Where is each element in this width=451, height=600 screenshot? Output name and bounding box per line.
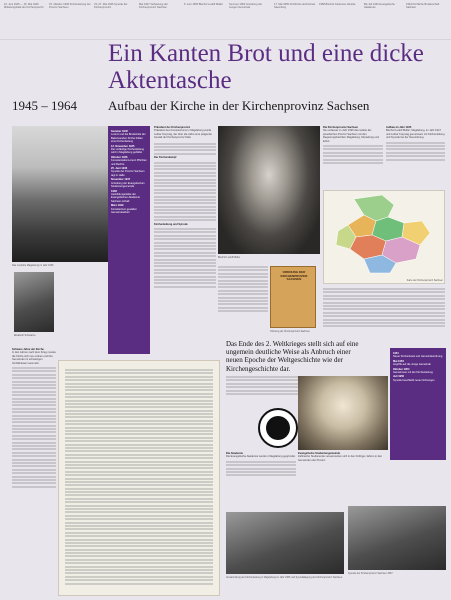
- map-graphic: [324, 191, 445, 277]
- timeline-strip: [0, 0, 451, 40]
- church-province-map: [323, 190, 445, 284]
- timeline-item: Mai 1947 Verfassung der Kirchenprovinz Sachsen: [139, 3, 168, 10]
- chronology-date: März 1949: [111, 204, 124, 208]
- timeline-item: 10. Juni 1945 — 15. Mai 1946 Mitteilungsblatt der Kirchenprovinz: [4, 3, 44, 10]
- synod-photo: [348, 506, 446, 570]
- synod-caption: Synode der Kirchenprovinz Sachsen 1957: [348, 572, 393, 575]
- paragraph: In den Jahren nach dem Krieg musste die Kirche sich neu ordnen und ihre Gemeinden in schwierigen Verhältnissen sammeln.: [12, 351, 56, 365]
- map-followup-text: [323, 288, 445, 329]
- paragraph: Sie umfasste im Jahr 1945 das Gebiet der preußischen Provinz Sachsen mit den Regierungsbezirken Magdeburg, Merseburg und Erfurt.: [323, 129, 379, 143]
- typewritten-document: [58, 360, 220, 596]
- chronology-panel-bottom: [390, 348, 446, 460]
- booklet-caption: Ordnung der Kirchenprovinz Sachsen: [270, 330, 310, 333]
- timeline-item: Sommer 1952 Gründung der Jungen Gemeinde: [229, 3, 263, 10]
- chronology-date: 1951: [393, 352, 399, 355]
- woman-caption: Elisabeth Schwartze: [14, 334, 36, 337]
- chronology-date: Mai 1953: [393, 359, 404, 363]
- far-right-text-column: [386, 126, 445, 162]
- meeting-caption: Versammlung der Kirchenleitung in Magdeburg im Jahr 1955 und Synodaltagung der Kirchenprovinz Sachsen.: [226, 576, 343, 579]
- chronology-text: Konsistorialrat Lorenz Pflichten und Rechte: [111, 159, 147, 166]
- paragraph: Präsident des Konsistoriums in Magdeburg wurde Lothar Kreyssig, der über die Jahre eine prägende Gestalt der Kirchenprovinz blieb.: [154, 129, 212, 140]
- page-subtitle: Aufbau der Kirche in der Kirchenprovinz Sachsen: [108, 98, 370, 113]
- chronology-text: Lorenz und die Bruderräte der Bekennenden Kirche bilden eine Kirchenleitung: [111, 133, 146, 144]
- chronology-date: Oktober 1954: [393, 367, 410, 371]
- section-heading: Aufbau im Jahr 1945: [386, 126, 412, 129]
- gathering-text: [298, 452, 388, 462]
- section-heading: Die Kirchenprovinz Sachsen: [323, 126, 359, 129]
- chronology-text: Die vorläufige Kirchenleitung wird in Magdeburg gebildet: [111, 148, 145, 155]
- seal-emblem: [258, 408, 298, 448]
- paragraph: Bischof Ludolf Müller, Magdeburg, im Jahr 1947 und Lothar Kreyssig gemeinsam mit Kirchenleitung und Synode bei der Neuordnung.: [386, 129, 445, 140]
- section-heading: Schwere Jahre der Kirche: [12, 348, 44, 351]
- chronology-panel: [108, 126, 150, 354]
- ruins-photo: [12, 126, 108, 262]
- chronology-date: November 1947: [111, 178, 131, 182]
- bottom-left-text: [12, 348, 56, 489]
- paragraph: Zahlreiche Studierende versammelten sich in den fünfziger Jahren in den Gemeinden der Provinz.: [298, 455, 383, 462]
- right-text-column: [323, 126, 383, 165]
- section-heading: Evangelische Studentengemeinde: [298, 452, 341, 455]
- man-portrait-photo: [218, 126, 320, 254]
- timeline-item: 1964 Kirchliche Bruderschaft Sachsen: [406, 3, 440, 10]
- chronology-date: 25. Juni 1946: [111, 167, 128, 171]
- booklet-title: ORDNUNG DER KIRCHENPROVINZ SACHSEN: [280, 270, 308, 282]
- chronology-text: Ausbildungsstätte der Evangelischen Akademie Sachsen-Anhalt: [111, 192, 140, 203]
- chronology-text: Gemeinsam mit der Kirchenleitung: [393, 371, 433, 375]
- chronology-text: Gründung der Evangelischen Studentengemeinde: [111, 181, 145, 189]
- chronology-text: Neuer Kirchenkreis und Gemeindeordnung: [393, 355, 443, 359]
- section-subheading: Kirchenleitung und Synode: [154, 222, 188, 226]
- timeline-item: 15. Oktober 1945 Kirchenleitung der Provinz Sachsen: [49, 3, 91, 10]
- center-text-column: [154, 126, 216, 289]
- timeline-item: 5. Juni 1950 Bischof Ludolf Müller: [184, 3, 223, 6]
- chronology-date: Juli 1956: [393, 375, 404, 379]
- pull-quote: Das Ende des 2. Weltkrieges stellt sich auf eine ungemein deutliche Weise als Anbruch einer neuen Epoche der Weltgeschichte wie der Kirchengeschichte dar.: [226, 340, 359, 373]
- man-caption: Bischof Ludolf Müller: [218, 256, 241, 259]
- portrait-text: [218, 266, 268, 313]
- chronology-text: Synode der Provinz Sachsen tagt in Halle: [111, 170, 145, 177]
- period-years: 1945 – 1964: [12, 98, 77, 113]
- ruins-caption: Das zerstörte Magdeburg im Jahr 1945: [12, 264, 54, 267]
- chronology-text: Konsistorium gestaltet Gemeindearbeit: [111, 207, 137, 214]
- timeline-item: 1958 Bischof Johannes Jänicke: [319, 3, 356, 6]
- seal-text: [226, 452, 296, 478]
- page-title: Ein Kanten Brot und eine dicke Aktentasche: [108, 40, 424, 94]
- section-subheading: Der Kirchenkampf: [154, 156, 177, 160]
- paragraph: Die Evangelische Akademie wurde in Magdeburg gegründet.: [226, 455, 296, 459]
- chronology-date: 12. November 1945: [111, 144, 135, 148]
- chronology-date: Sommer 1945: [111, 130, 128, 133]
- woman-portrait-photo: [14, 272, 54, 332]
- timeline-item: 23.-27. Mai 1946 Synode der Kirchenprovinz: [94, 3, 128, 10]
- group-photo: [298, 376, 388, 450]
- chronology-date: 1948: [111, 189, 117, 193]
- timeline-item: Bis Juli 1961 Evangelische Akademie: [364, 3, 395, 10]
- chronology-text: Angriffe auf die Junge Gemeinde: [393, 363, 431, 367]
- booklet-photo: [270, 266, 316, 328]
- chronology-text: Synode beschließt neue Ordnungen: [393, 378, 435, 382]
- map-caption: Karte der Kirchenprovinz Sachsen: [406, 279, 443, 282]
- section-heading: Präsident der Kirchenprovinz: [154, 126, 191, 129]
- timeline-item: 17. Mai 1955 Kirchliche Hochschule Naumburg: [274, 3, 316, 10]
- meeting-photo: [226, 512, 344, 574]
- chronology-date: Oktober 1946: [111, 155, 128, 159]
- section-heading: Die Akademie: [226, 452, 243, 455]
